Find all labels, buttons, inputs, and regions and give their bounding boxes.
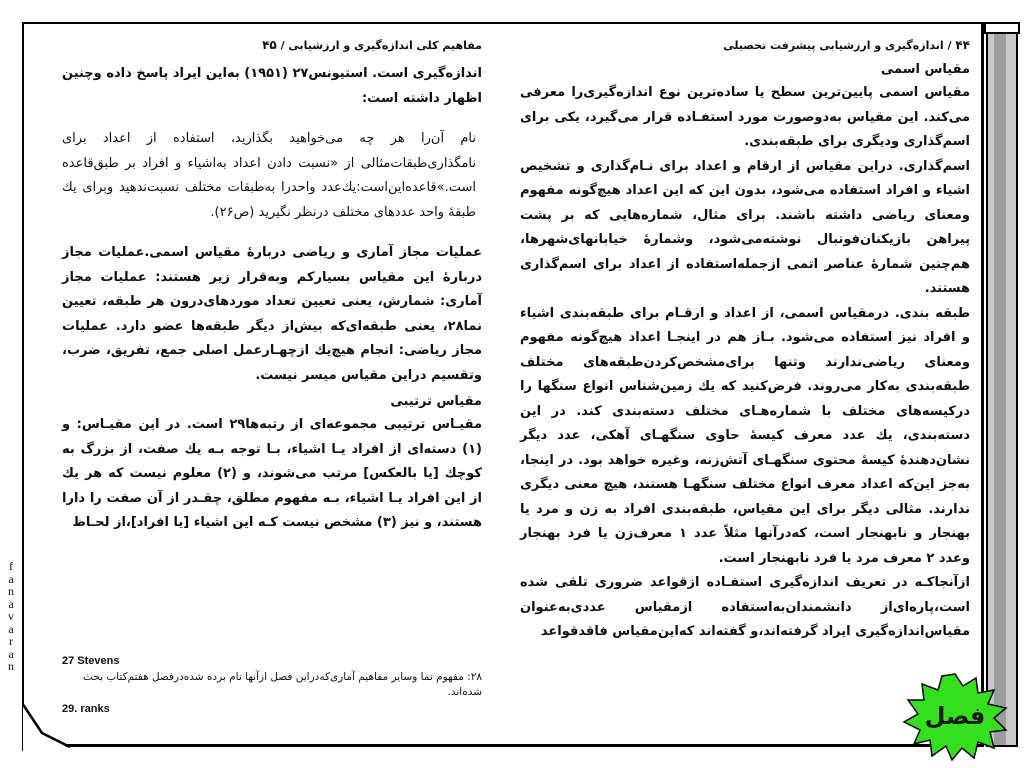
left-page bbox=[62, 38, 482, 536]
right-page-header bbox=[520, 38, 970, 52]
side-label-letter: a bbox=[8, 646, 14, 661]
side-label-letter: a bbox=[8, 596, 14, 611]
right-paragraph-3: طبقه بندی. درمقیاس اسمی، از اعداد و ارقـام برای طبقه‌بندی اشیاء و افراد نیز استفاده می‌شود. بـاز هم در اینجـا اعداد هیچ‌گونه مفهوم ومعنای ریاضی‌ندارند وتنها برای‌مشخص‌کردن‌طبقه‌های مختلف طبقه‌بندی به‌کار می‌روند. فرض‌کنید که یك زمین‌شناس انواع سنگها را درکیسه‌های مختلف با شماره‌هـای مختلف دسته‌بندی کند. در این دسته‌بندی، یك عدد معرف کیسهٔ حاوی سنگهـای آهکی، عدد دیگر نشان‌دهندهٔ کیسهٔ محتوی سنگهـای آتش‌زنه، وغیره خواهد بود. در اینجا، به‌جز این‌که اعداد معرف انواع مختلف سنگهـا هستند، هیچ معنی دیگری ندارند. مثالی دیگر برای این مقیاس، طبقه‌بندی افراد به زن و مرد یا بهنجار و نابهنجار است، که‌درآنها مثلاً عدد ۱ معرف‌زن یا فرد بهنجار وعدد ۲ معرف مرد یا فرد نابهنجار است. bbox=[520, 305, 970, 566]
right-paragraph-2: اسم‌گذاری. دراین مقیاس از ارقام و اعداد برای نـام‌گذاری و تشخیص اشیاء و افراد استفاده می‌شود، بدون این که این اعداد هیچ‌گونه مفهوم ومعنای ریاضی داشته باشند. برای مثال، شماره‌هایی که بر پشت پیراهن بازیکنان‌فوتبال نوشته‌می‌شود، وشمارهٔ خیابانهای‌شهرها، هم‌چنین شمارهٔ عناصر اتمی از‌جمله‌استفاده از اعداد برای اسم‌گذاری هستند. bbox=[520, 158, 970, 296]
right-paragraph-1: مقیاس اسمی پایین‌ترین سطح یا ساده‌ترین نوع اندازه‌گیری‌را معرفی می‌کند. این مقیاس به‌دوصورت مورد استفـاده قرار می‌گیرد، یکی برای اسم‌گذاری ودیگری برای طبقه‌بندی. bbox=[520, 85, 970, 149]
right-subheading: مقیاس اسمی bbox=[880, 62, 970, 77]
right-page bbox=[520, 38, 970, 645]
right-paragraph-4: ازآنجاکـه در تعریف اندازه‌گیری استفـاده ازقواعد ضروری تلقی شده است،پاره‌ای‌از دانشمندان‌به‌استفاده ازمقیاس عددی‌به‌عنوان مقیاس‌اندازه‌گیری ایراد گرفته‌اند،و گفته‌اند که‌این‌مقیاس فاقدقواعد bbox=[520, 575, 970, 639]
side-label-letter: a bbox=[8, 621, 14, 636]
left-paragraph-2: عملیات مجاز آماری و ریاضی دربارهٔ مقیاس اسمی.عملیات مجاز دربارهٔ این مقیاس بسیارکم وبه‌قرار زیر هستند: عملیات مجاز آماری: شمارش، یعنی تعیین تعداد موردهای‌درون هر طبقه، تعیین نما۲۸، یعنی طبقه‌ای‌که بیش‌از دیگر طبقه‌ها عضو دارد. عملیات مجاز ریاضی: انجام هیچ‌یك ازچهـارعمل اصلی جمع، تفریق، ضرب، وتقسیم دراین مقیاس میسر نیست. bbox=[62, 245, 482, 383]
side-label-letter: n bbox=[8, 584, 14, 598]
side-label-letter: r bbox=[9, 634, 13, 648]
footnote-29: 29. ranks bbox=[62, 703, 110, 715]
right-side-bar-cap bbox=[984, 22, 1020, 34]
right-side-bar-inner bbox=[994, 30, 1006, 745]
chapter-badge-label: فصل bbox=[924, 702, 986, 730]
left-footnotes bbox=[62, 652, 482, 718]
left-subheading: مقیاس ترتیبی bbox=[390, 394, 482, 409]
right-page-title: ۴۴ / اندازه‌گیری و ارزشیابی پیشرفت تحصیلی bbox=[723, 38, 970, 52]
footnote-28: ۲۸: مفهوم نما وسایر مفاهیم آماری‌که‌دراین فصل ازآنها نام برده شده‌درفصل هفتم‌کتاب بحث شده‌اند. bbox=[83, 671, 482, 698]
side-label-letter: v bbox=[8, 609, 14, 623]
footnote-27: 27 Stevens bbox=[62, 655, 120, 667]
left-page-header bbox=[62, 38, 482, 52]
right-page-number: ۴۴ bbox=[955, 38, 970, 52]
left-paragraph-3: مقیـاس ترتیبی مجموعه‌ای از رتبه‌ها۲۹ است. در این مقیـاس: و (۱) دسته‌ای از افراد یـا اشیاء، بـا توجه بـه یك صفت، از بزرگ به کوچك [یا بالعکس] مرتب می‌شوند، و (۲) معلوم نیست که هر یك از این افراد یـا اشیاء، بـه مفهوم مطلق، چقـدر از آن صفت را دارا هستند، و نیز (۳) مشخص نیست کـه این اشیاء [یا افراد]،از لحـاظ bbox=[62, 417, 483, 530]
left-page-title: مفاهیم کلی اندازه‌گیری و ارزشیابی / ۴۵ bbox=[262, 38, 482, 52]
side-watermark-label bbox=[0, 560, 22, 673]
left-paragraph-1: اندازه‌گیری است. استیونس۲۷ (۱۹۵۱) به‌این ایراد پاسخ داده وچنین اظهار داشته است: bbox=[62, 66, 483, 106]
side-label-letter: n bbox=[8, 659, 14, 673]
left-quote: نام آن‌را هر چه می‌خواهید بگذارید، استفاده از اعداد برای نامگذاری‌طبقات‌مثالی از «نسبت دادن اعداد به‌اشیاء و افراد بر طبق‌قاعده است.»قاعده‌این‌است:یك‌عدد واحدرا به‌طبقات مختلف نسبت‌ندهید وبرای یك طبقهٔ واحد عددهای مختلف درنظر نگیرید (ص۲۶). bbox=[62, 131, 476, 220]
side-label-letter: f bbox=[9, 559, 13, 573]
side-label-letter: a bbox=[8, 571, 14, 586]
left-page-number: ۴۵ bbox=[262, 38, 277, 52]
chapter-badge[interactable] bbox=[900, 672, 1010, 762]
